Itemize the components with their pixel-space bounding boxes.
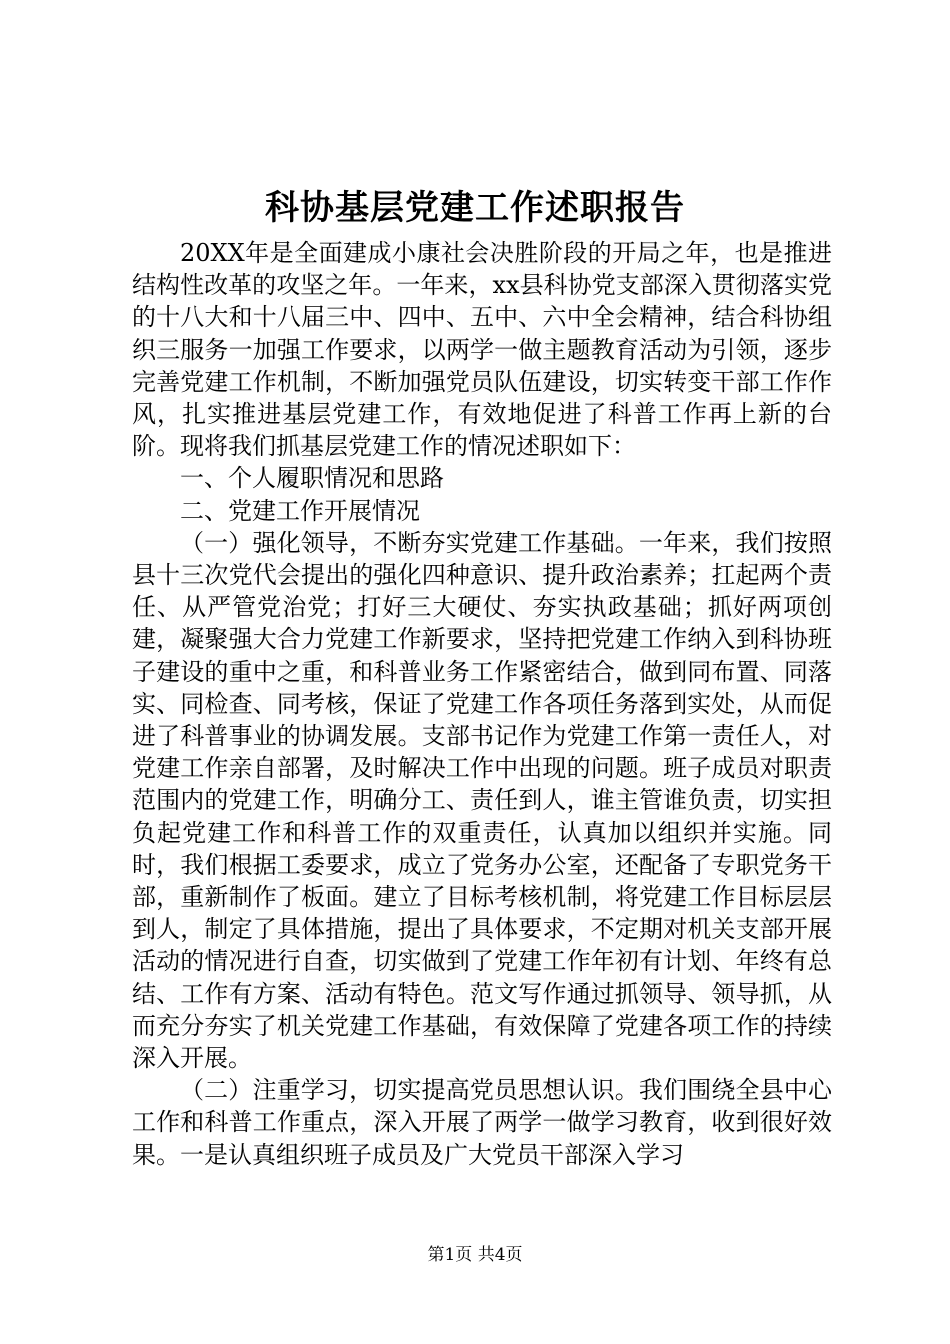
document-title: 科协基层党建工作述职报告 xyxy=(265,188,685,228)
paragraph-subsection-1: （一）强化领导，不断夯实党建工作基础。一年来，我们按照县十三次党代会提出的强化四种意识、提升政治素养；扛起两个责任、从严管党治党；打好三大硬仗、夯实执政基础；抓好两项创建，凝聚强大合力党建工作新要求，坚持把党建工作纳入到科协班子建设的重中之重，和科普业务工作紧密结合，做到同布置、同落实、同检查、同考核，保证了党建工作各项任务落到实处，从而促进了科普事业的协调发展。支部书记作为党建工作第一责任人，对党建工作亲自部署，及时解决工作中出现的问题。班子成员对职责范围内的党建工作，明确分工、责任到人，谁主管谁负责，切实担负起党建工作和科普工作的双重责任，认真加以组织并实施。同时，我们根据工委要求，成立了党务办公室，还配备了专职党务干部，重新制作了板面。建立了目标考核机制，将党建工作目标层层到人，制定了具体措施，提出了具体要求，不定期对机关支部开展活动的情况进行自查，切实做到了党建工作年初有计划、年终有总结、工作有方案、活动有特色。范文写作通过抓领导、领导抓，从而充分夯实了机关党建工作基础，有效保障了党建各项工作的持续深入开展。 xyxy=(132,528,832,1073)
paragraph-section-1-heading: 一、个人履职情况和思路 xyxy=(180,464,444,493)
page-number-footer: 第1页 共4页 xyxy=(427,1245,523,1265)
document-body xyxy=(132,237,832,1171)
paragraph-subsection-2: （二）注重学习，切实提高党员思想认识。我们围绕全县中心工作和科普工作重点，深入开展了两学一做学习教育，收到很好效果。一是认真组织班子成员及广大党员干部深入学习 xyxy=(132,1076,832,1169)
paragraph-section-2-heading: 二、党建工作开展情况 xyxy=(180,496,420,525)
paragraph-intro: 20XX年是全面建成小康社会决胜阶段的开局之年，也是推进结构性改革的攻坚之年。一年来，xx县科协党支部深入贯彻落实党的十八大和十八届三中、四中、五中、六中全会精神，结合科协组织三服务一加强工作要求，以两学一做主题教育活动为引领，逐步完善党建工作机制，不断加强党员队伍建设，切实转变干部工作作风，扎实推进基层党建工作，有效地促进了科普工作再上新的台阶。现将我们抓基层党建工作的情况述职如下： xyxy=(132,239,832,461)
